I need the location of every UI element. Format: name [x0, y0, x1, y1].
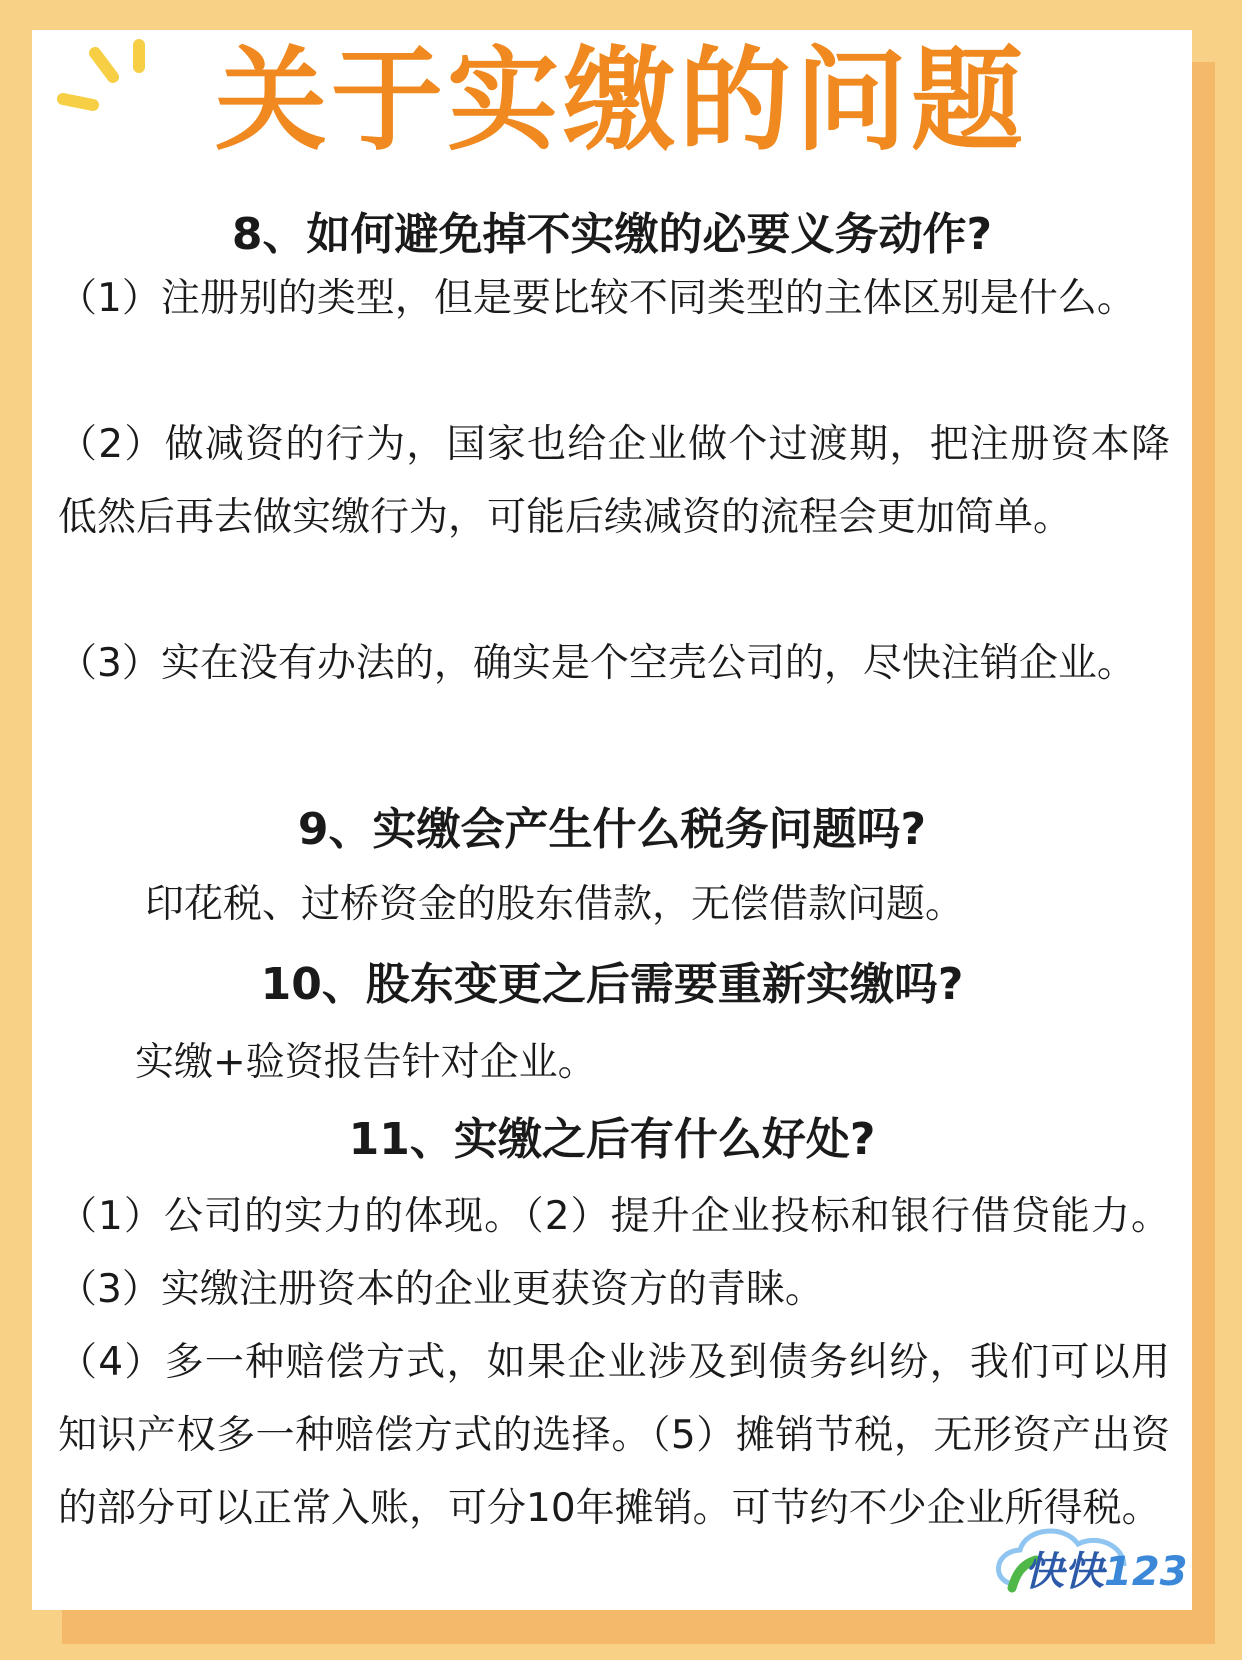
section-10-answer: 实缴+验资报告针对企业。	[135, 1040, 597, 1085]
brand-logo	[1024, 1540, 1188, 1597]
page-title: 关于实缴的问题	[215, 36, 1027, 166]
section-8-item-3: （3）实在没有办法的，确实是个空壳公司的，尽快注销企业。	[58, 641, 1136, 686]
section-heading-11: 11、实缴之后有什么好处?	[348, 1114, 876, 1165]
section-11-item-2: （4）多一种赔偿方式，如果企业涉及到债务纠纷，我们可以用知识产权多一种赔偿方式的选择。（5）摊销节税，无形资产出资的部分可以正常入账，可分10年摊销。可节约不少企业所得税。	[58, 1340, 1170, 1531]
brand-logo-number: 123	[1104, 1549, 1188, 1595]
section-11-item-1: （1）公司的实力的体现。（2）提升企业投标和银行借贷能力。（3）实缴注册资本的企业更获资方的青睐。	[58, 1194, 1170, 1312]
brand-logo-text: 快快	[1024, 1549, 1104, 1595]
section-heading-8: 8、如何避免掉不实缴的必要义务动作?	[231, 209, 993, 260]
section-8-item-2: （2）做减资的行为，国家也给企业做个过渡期，把注册资本降低然后再去做实缴行为，可能后续减资的流程会更加简单。	[58, 422, 1170, 540]
section-heading-10: 10、股东变更之后需要重新实缴吗?	[260, 959, 964, 1010]
section-8-item-1: （1）注册别的类型，但是要比较不同类型的主体区别是什么。	[58, 276, 1136, 321]
section-heading-9: 9、实缴会产生什么税务问题吗?	[297, 804, 927, 855]
section-9-answer: 印花税、过桥资金的股东借款，无偿借款问题。	[145, 882, 965, 927]
